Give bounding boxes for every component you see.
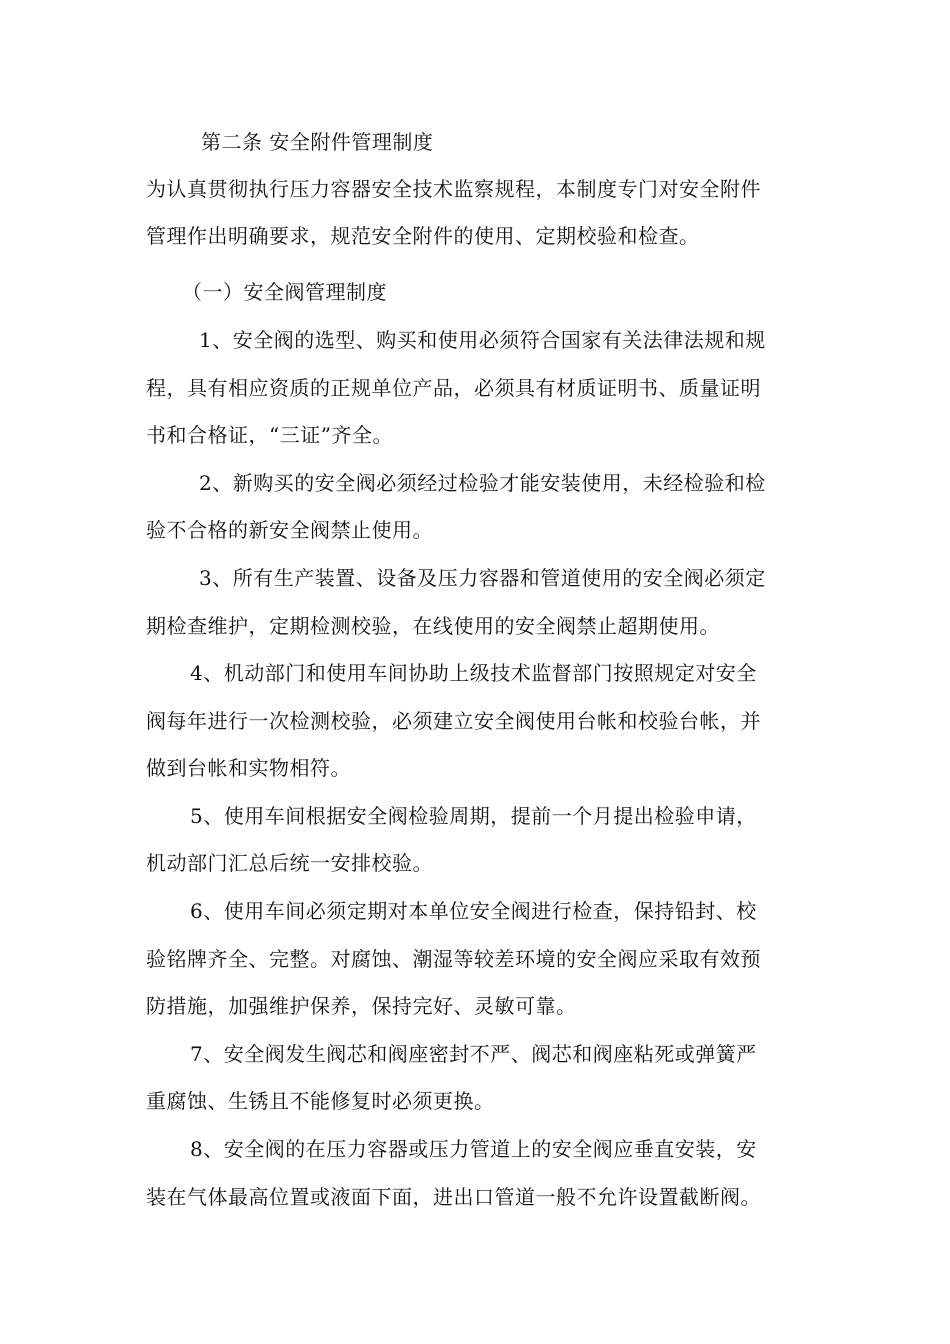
paragraph-line: 装在气体最高位置或液面下面，进出口管道一般不允许设置截断阀。 xyxy=(146,1185,761,1209)
article-title: 第二条 安全附件管理制度 xyxy=(201,130,434,154)
paragraph-line: 做到台帐和实物相符。 xyxy=(146,756,351,780)
paragraph-line: 5、使用车间根据安全阀检验周期，提前一个月提出检验申请， xyxy=(190,804,757,828)
intro-line: 管理作出明确要求，规范安全附件的使用、定期校验和检查。 xyxy=(146,224,700,248)
paragraph-line: 验不合格的新安全阀禁止使用。 xyxy=(146,518,433,542)
section-heading: （一）安全阀管理制度 xyxy=(182,280,387,304)
paragraph-line: 6、使用车间必须定期对本单位安全阀进行检查，保持铅封、校 xyxy=(190,899,757,923)
paragraph-line: 4、机动部门和使用车间协助上级技术监督部门按照规定对安全 xyxy=(190,661,757,685)
paragraph-line: 8、安全阀的在压力容器或压力管道上的安全阀应垂直安装，安 xyxy=(190,1137,757,1161)
paragraph-line: 阀每年进行一次检测校验，必须建立安全阀使用台帐和校验台帐，并 xyxy=(146,709,761,733)
paragraph-line: 机动部门汇总后统一安排校验。 xyxy=(146,851,433,875)
paragraph-line: 3、所有生产装置、设备及压力容器和管道使用的安全阀必须定 xyxy=(199,566,766,590)
paragraph-line: 期检查维护，定期检测校验，在线使用的安全阀禁止超期使用。 xyxy=(146,614,720,638)
paragraph-line: 重腐蚀、生锈且不能修复时必须更换。 xyxy=(146,1089,495,1113)
paragraph-line: 验铭牌齐全、完整。对腐蚀、潮湿等较差环境的安全阀应采取有效预 xyxy=(146,947,761,971)
paragraph-line: 防措施，加强维护保养，保持完好、灵敏可靠。 xyxy=(146,994,577,1018)
paragraph-line: 2、新购买的安全阀必须经过检验才能安装使用，未经检验和检 xyxy=(199,471,766,495)
intro-line: 为认真贯彻执行压力容器安全技术监察规程，本制度专门对安全附件 xyxy=(146,177,761,201)
paragraph-line: 书和合格证，“三证”齐全。 xyxy=(146,423,393,447)
paragraph-line: 1、安全阀的选型、购买和使用必须符合国家有关法律法规和规 xyxy=(199,328,766,352)
paragraph-line: 程，具有相应资质的正规单位产品，必须具有材质证明书、质量证明 xyxy=(146,376,761,400)
paragraph-line: 7、安全阀发生阀芯和阀座密封不严、阀芯和阀座粘死或弹簧严 xyxy=(190,1042,757,1066)
